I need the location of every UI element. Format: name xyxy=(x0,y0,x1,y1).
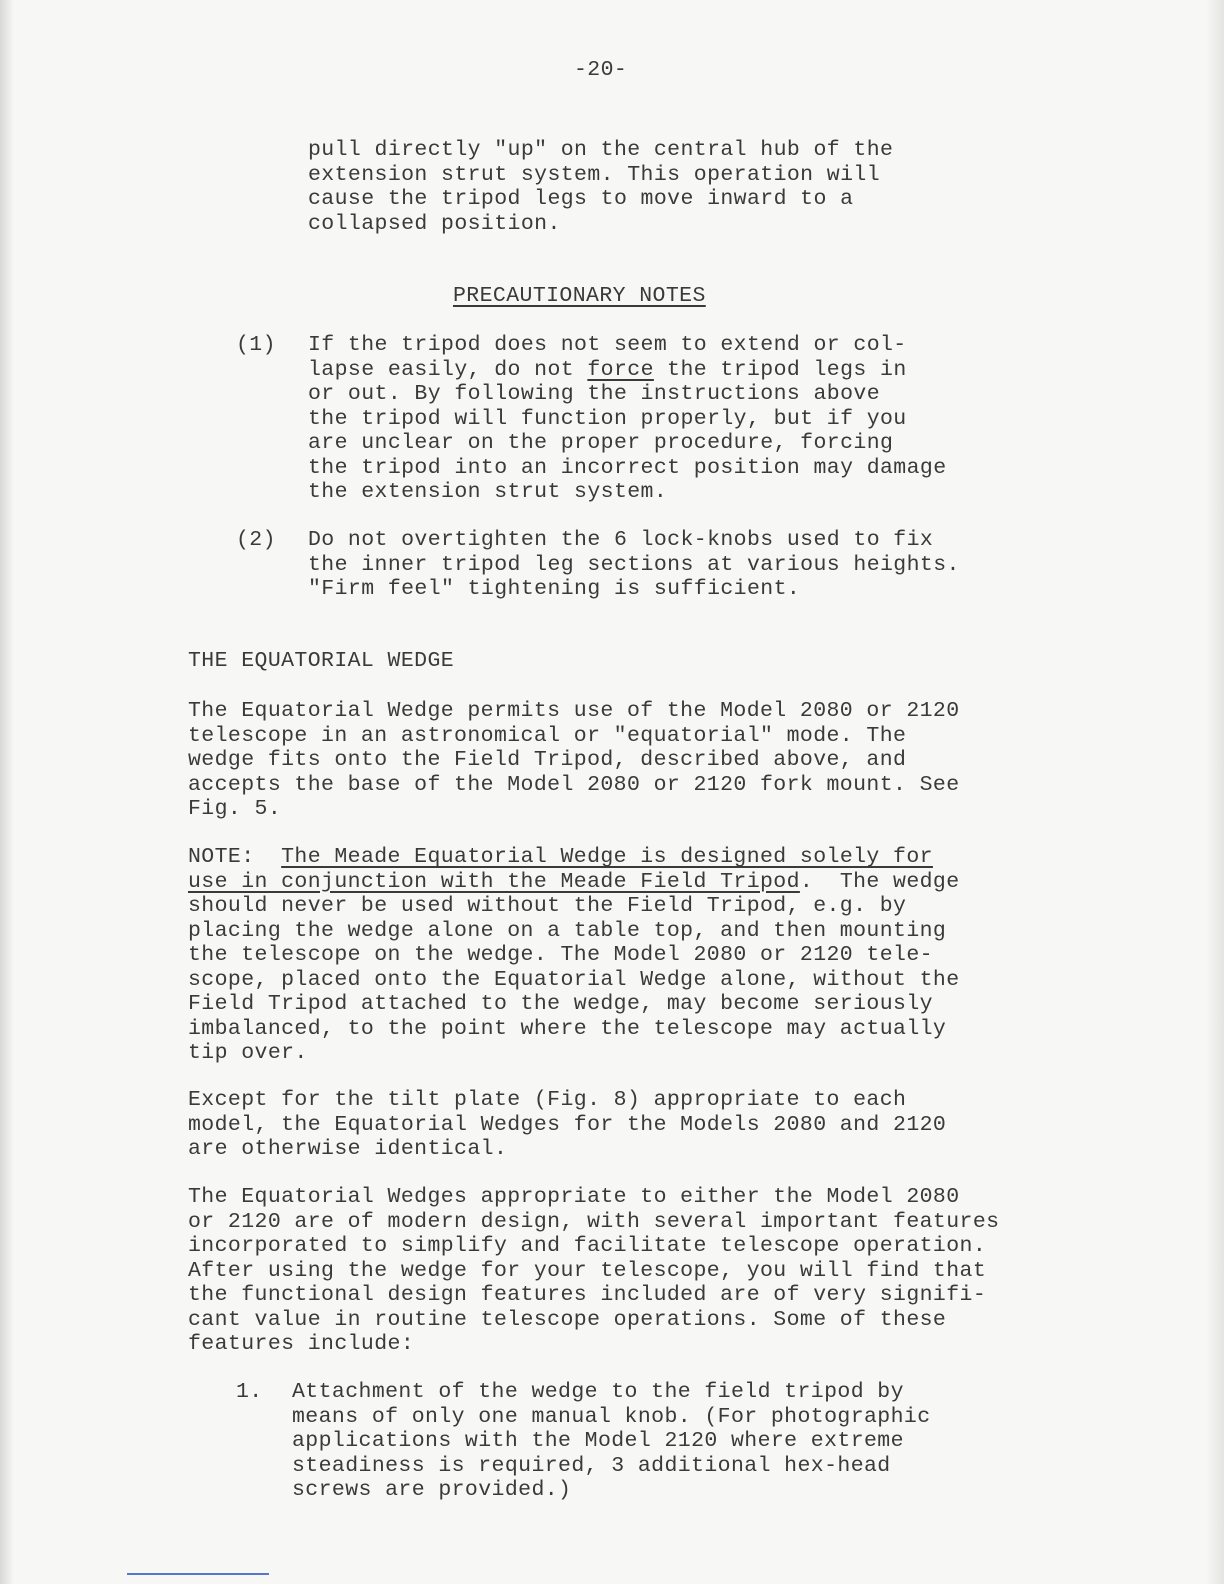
section-heading: THE EQUATORIAL WEDGE xyxy=(188,649,455,673)
precautionary-heading: PRECAUTIONARY NOTES xyxy=(453,284,706,308)
note-block-line-2: use in conjunction with the Meade Field Tripod. The wedge xyxy=(188,869,960,894)
feature-1-marker: 1. xyxy=(236,1380,263,1404)
note-1-rest: or out. By following the instructions above the tripod will function properly, but if you are unclear on the proper procedure, forcing the tripod into an incorrect position may damage the extension strut system. xyxy=(308,382,947,504)
note-2-marker: (2) xyxy=(236,528,276,552)
note-block-line-1: NOTE: The Meade Equatorial Wedge is designed solely for xyxy=(188,845,933,869)
footer-rule xyxy=(127,1573,269,1575)
tilt-plate-paragraph: Except for the tilt plate (Fig. 8) appropriate to each model, the Equatorial Wedges for the Models 2080 and 2120 are otherwise identical. xyxy=(188,1088,947,1161)
intro-paragraph: pull directly "up" on the central hub of the extension strut system. This operation will cause the tripod legs to move inward to a collapsed position. xyxy=(308,138,894,236)
page-number: -20- xyxy=(574,58,628,82)
scan-edge-left xyxy=(0,0,14,1584)
design-paragraph: The Equatorial Wedges appropriate to either the Model 2080 or 2120 are of modern design, with several important features incorporated to simplify and facilitate telescope operation. After using the wedge for your telescope, you will find that the functional design features included are of very signifi- cant value in routine telescope operations. Some of these features include: xyxy=(188,1185,1000,1356)
emphasis-force: force xyxy=(587,357,654,382)
note-1-marker: (1) xyxy=(236,333,276,357)
note-label: NOTE: xyxy=(188,845,282,869)
note-2-text: Do not overtighten the 6 lock-knobs used to fix the inner tripod leg sections at various heights. "Firm feel" tightening is sufficient. xyxy=(308,528,960,601)
scan-edge-right xyxy=(1206,0,1224,1584)
wedge-paragraph: The Equatorial Wedge permits use of the Model 2080 or 2120 telescope in an astronomical or "equatorial" mode. The wedge fits onto the Field Tripod, described above, and accepts the base of the Model 2080 or 2120 fork mount. See Fig. 5. xyxy=(188,699,960,821)
note-1-line-2: lapse easily, do not force the tripod legs in xyxy=(308,357,907,382)
note-block-rest: should never be used without the Field Tripod, e.g. by placing the wedge alone on a table top, and then mounting the telescope on the wedge. The Model 2080 or 2120 tele- scope, placed onto the Equatorial Wedge alone, without the Field Tripod attached to the wedge, may become seriously imbalanced, to the point where the telescope may actually tip over. xyxy=(188,894,960,1065)
feature-1-text: Attachment of the wedge to the field tripod by means of only one manual knob. (For photographic applications with the Model 2120 where extreme steadiness is required, 3 additional hex-head screws are provided.) xyxy=(292,1380,931,1502)
note-1-line-1: If the tripod does not seem to extend or col- xyxy=(308,333,907,357)
